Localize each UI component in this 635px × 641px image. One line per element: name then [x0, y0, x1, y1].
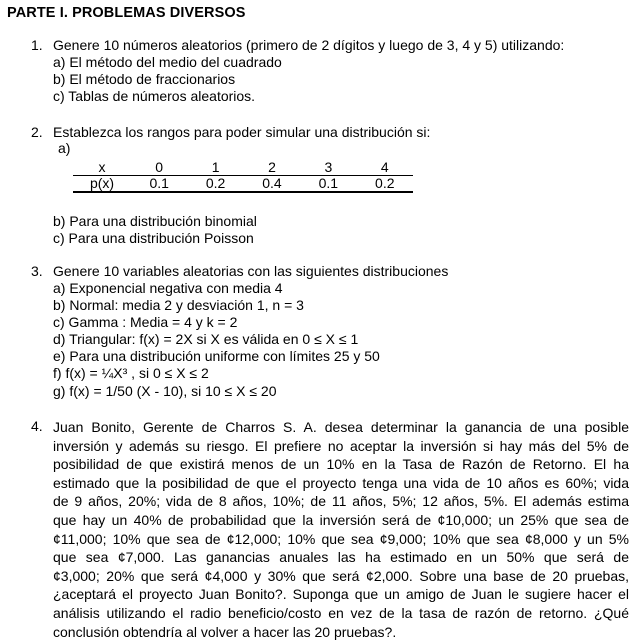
- table-cell: 4: [357, 160, 413, 176]
- table-row-p: [73, 176, 413, 193]
- question-1-number: 1.: [31, 37, 43, 53]
- probability-table: [73, 160, 413, 193]
- table-row-x: [73, 160, 413, 176]
- question-2-item-b: b) Para una distribución binomial: [53, 213, 257, 229]
- question-3-item-f: f) f(x) = ¼X³ , si 0 ≤ X ≤ 2: [53, 365, 209, 381]
- question-2-text: Establezca los rangos para poder simular una distribución si:: [53, 124, 431, 140]
- question-3-item-c: c) Gamma : Media = 4 y k = 2: [53, 314, 238, 330]
- table-cell: 0.2: [187, 176, 243, 193]
- question-3-item-b: b) Normal: media 2 y desviación 1, n = 3: [53, 297, 304, 313]
- question-4-paragraph: [53, 418, 629, 641]
- question-1-item-c: c) Tablas de números aleatorios.: [53, 88, 256, 104]
- question-3-number: 3.: [31, 263, 43, 279]
- paragraph-line: análisis utilizando el radio beneficio/costo en vez de la tasa de razón de retorno. ¿Qué: [53, 604, 629, 621]
- paragraph-line: conclusión obtendría al volver a hacer las 20 pruebas?.: [53, 623, 397, 640]
- question-3-text: Genere 10 variables aleatorias con las siguientes distribuciones: [53, 263, 449, 279]
- question-3-item-g: g) f(x) = 1/50 (X - 10), si 10 ≤ X ≤ 20: [53, 383, 277, 399]
- paragraph-line: Juan Bonito, Gerente de Charros S. A. desea determinar la ganancia de una posible: [53, 419, 629, 435]
- question-1-item-b: b) El método de fraccionarios: [53, 71, 236, 87]
- paragraph-line: inversión y además su riesgo. El prefiere no aceptar la inversión si hay más del 5% de: [53, 437, 629, 454]
- section-heading: PARTE I. PROBLEMAS DIVERSOS: [7, 5, 246, 21]
- table-header-p: p(x): [73, 176, 131, 193]
- question-2-item-c: c) Para una distribución Poisson: [53, 230, 254, 246]
- paragraph-line: estimado que la posibilidad de que el proyecto tenga una vida de 10 años es 60%; vida: [53, 474, 629, 491]
- question-1-text: Genere 10 números aleatorios (primero de 2 dígitos y luego de 3, 4 y 5) utilizando:: [53, 37, 565, 53]
- paragraph-line: posibilidad de que existirá menos de un 10% en la Tasa de Razón de Retorno. El ha: [53, 456, 629, 473]
- question-2-item-a-label: a): [58, 140, 71, 156]
- paragraph-line: ¢11,000; 10% que sea de ¢12,000; 10% que sea ¢9,000; 10% que sea ¢8,000 y un 5%: [53, 530, 629, 547]
- table-cell: 0.1: [300, 176, 356, 193]
- table-cell: 2: [244, 160, 300, 176]
- table-header-x: x: [73, 160, 131, 176]
- question-1-item-a: a) El método del medio del cuadrado: [53, 54, 282, 70]
- paragraph-line: que hay un 40% de probabilidad que la inversión será de ¢10,000; un 25% que sea de: [53, 511, 629, 528]
- paragraph-line: ¿aceptará el proyecto Juan Bonito?. Suponga que un amigo de Juan le sugiere hacer el: [53, 586, 629, 603]
- table-cell: 3: [300, 160, 356, 176]
- table-cell: 0: [131, 160, 187, 176]
- question-3-item-d: d) Triangular: f(x) = 2X si X es válida en 0 ≤ X ≤ 1: [53, 331, 359, 347]
- table-cell: 0.1: [131, 176, 187, 193]
- question-3-item-a: a) Exponencial negativa con media 4: [53, 280, 283, 296]
- table-cell: 0.2: [357, 176, 413, 193]
- question-2-number: 2.: [31, 124, 43, 140]
- paragraph-line: que sea ¢7,000. Las ganancias anuales las ha estimado en un 50% que será de: [53, 549, 629, 566]
- question-3-item-e: e) Para una distribución uniforme con límites 25 y 50: [53, 348, 380, 364]
- table-cell: 0.4: [244, 176, 300, 193]
- question-4-number: 4.: [31, 418, 43, 434]
- paragraph-line: ¢3,000; 20% que será ¢4,000 y 30% que será ¢2,000. Sobre una base de 20 pruebas,: [53, 567, 629, 584]
- table-cell: 1: [187, 160, 243, 176]
- paragraph-line: de 9 años, 20%; vida de 8 años, 10%; de 11 años, 5%; 12 años, 5%. El además estima: [53, 493, 629, 510]
